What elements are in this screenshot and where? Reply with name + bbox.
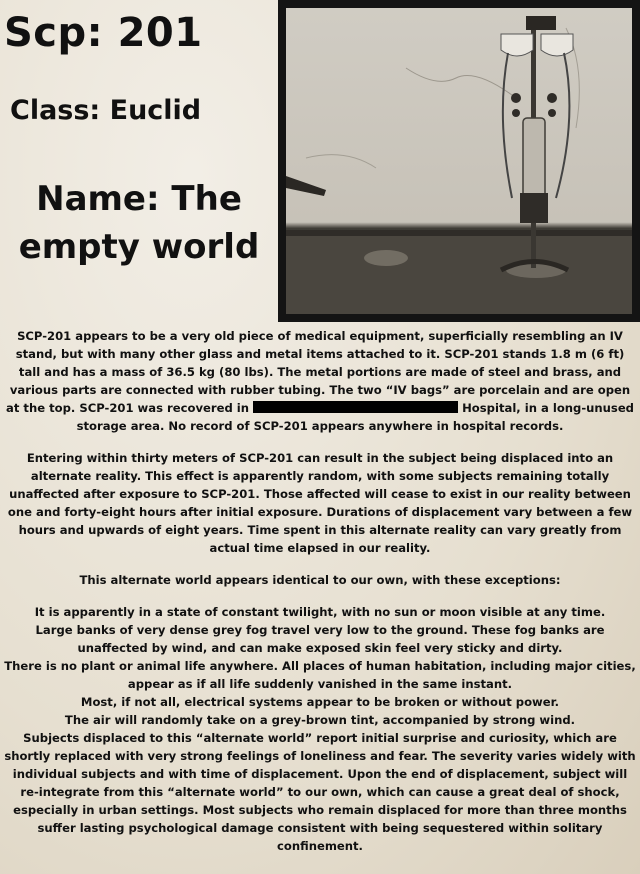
exceptions-list: [0, 603, 640, 855]
document-body: [0, 327, 640, 855]
list-item: The air will randomly take on a grey-brown tint, accompanied by strong wind.: [64, 713, 576, 727]
list-item: There is no plant or animal life anywhere. All places of human habitation, including major cities, appear as if all life suddenly vanished in the same instant.: [4, 659, 636, 691]
description-text: SCP-201 appears to be a very old piece of medical equipment, superficially resembling an IV stand, but with many other glass and metal items attached to it. SCP-201 stands 1.8 m (6 ft) tall and has a mass of 36.5 kg (80 lbs). The metal portions are made of steel and brass, and various parts are connected with rubber tubing. The two “IV bags” are porcelain and are open at the top. SCP-201 was recovered in: [6, 329, 631, 415]
header-block: [0, 0, 278, 320]
description-text-continued: Hospital, in a long-unused storage area. No record of SCP-201 appears anywhere in hospital records.: [76, 401, 634, 433]
effect-paragraph: Entering within thirty meters of SCP-201 can result in the subject being displaced into an alternate reality. This effect is apparently random, with some subjects remaining totally unaffected after exposure to SCP-201. Those affected will cease to exist in our reality between one and forty-eight hours after initial exposure. Durations of displacement vary between a few hours and upwards of eight years. Time spent in this alternate reality can vary greatly from actual time elapsed in our reality.: [7, 451, 633, 555]
page-title: Scp: 201: [4, 10, 203, 56]
exceptions-intro: This alternate world appears identical to our own, with these exceptions:: [79, 573, 561, 587]
list-item: It is apparently in a state of constant twilight, with no sun or moon visible at any time.: [34, 605, 606, 619]
aftereffects-paragraph: Subjects displaced to this “alternate world” report initial surprise and curiosity, which are shortly replaced with very strong feelings of loneliness and fear. The severity varies widely with individual subjects and with time of displacement. Upon the end of displacement, subject will re-integrate from this “alternate world” to our own, which can cause a great deal of shock, especially in urban settings. Most subjects who remain displaced for more than three months suffer lasting psychological damage consistent with being sequestered within solitary confinement.: [4, 731, 636, 853]
description-paragraph: [0, 327, 640, 435]
apparatus-illustration: [286, 8, 632, 314]
redaction-bar: [253, 401, 458, 413]
list-item: Large banks of very dense grey fog travel very low to the ground. These fog banks are unaffected by wind, and can make exposed skin feel very sticky and dirty.: [35, 623, 605, 655]
medical-apparatus-photo: [278, 0, 640, 322]
list-item: Most, if not all, electrical systems appear to be broken or without power.: [80, 695, 560, 709]
object-class: Class: Euclid: [10, 95, 202, 126]
object-name: Name: The empty world: [18, 179, 260, 267]
